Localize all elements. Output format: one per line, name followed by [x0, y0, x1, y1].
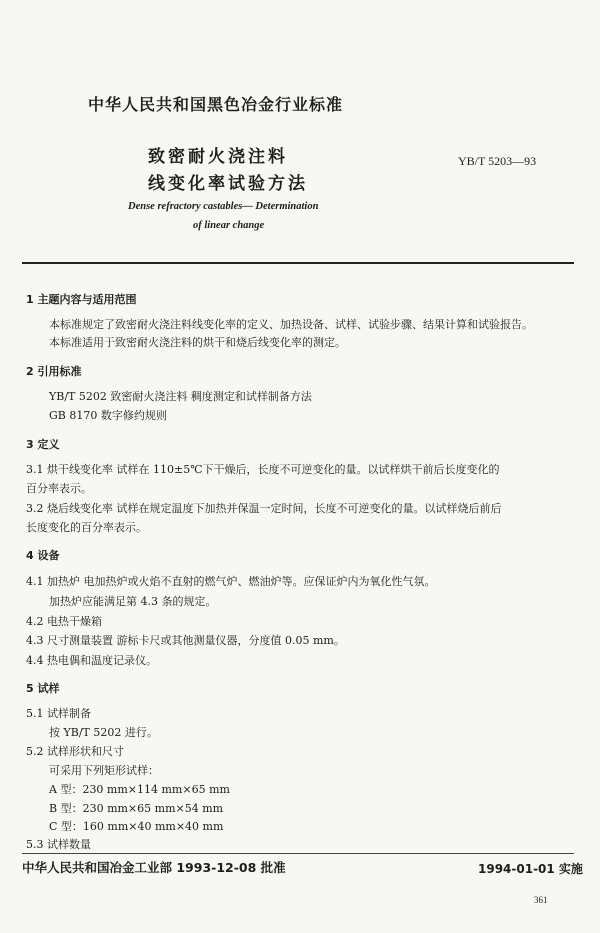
- page-number: 361: [534, 895, 548, 905]
- section-1-para-1: 本标准规定了致密耐火浇注料线变化率的定义、加热设备、试样、试验步骤、结果计算和试验报告。: [49, 318, 533, 331]
- effective-date: 1994-01-01 实施: [478, 862, 583, 876]
- definition-3-1-line2: 百分率表示。: [26, 482, 92, 495]
- doc-title-line2: 线变化率试验方法: [148, 174, 308, 194]
- equipment-4-4: 4.4 热电偶和温度记录仪。: [26, 654, 157, 667]
- equipment-4-3: 4.3 尺寸测量装置 游标卡尺或其他测量仪器，分度值 0.05 mm。: [26, 634, 345, 647]
- doc-title-line1: 致密耐火浇注料: [148, 147, 288, 167]
- issuing-organization: 中华人民共和国黑色冶金行业标准: [88, 95, 344, 114]
- specimen-type-b: B 型：230 mm×65 mm×54 mm: [49, 802, 224, 815]
- english-title-line2: of linear change: [193, 220, 265, 231]
- specimen-type-a: A 型：230 mm×114 mm×65 mm: [49, 783, 230, 796]
- equipment-4-1-line2: 加热炉应能满足第 4.3 条的规定。: [49, 595, 217, 608]
- footer-divider: [22, 853, 574, 854]
- section-1-para-2: 本标准适用于致密耐火浇注料的烘干和烧后线变化率的测定。: [49, 336, 346, 349]
- equipment-4-1-line1: 4.1 加热炉 电加热炉或火焰不直射的燃气炉、燃油炉等。应保证炉内为氧化性气氛。: [26, 575, 436, 588]
- specimen-5-3: 5.3 试样数量: [26, 838, 91, 851]
- reference-1: YB/T 5202 致密耐火浇注料 稠度测定和试样制备方法: [49, 390, 312, 403]
- section-4-heading: 4 设备: [26, 549, 60, 562]
- section-5-heading: 5 试样: [26, 682, 60, 695]
- specimen-5-2-body: 可采用下列矩形试样：: [49, 764, 159, 777]
- section-3-heading: 3 定义: [26, 438, 60, 451]
- definition-3-1-line1: 3.1 烘干线变化率 试样在 110±5℃下干燥后，长度不可逆变化的量。以试样烘干前后长度变化的: [26, 463, 500, 476]
- specimen-5-2: 5.2 试样形状和尺寸: [26, 745, 124, 758]
- header-divider: [22, 262, 574, 264]
- definition-3-2-line1: 3.2 烧后线变化率 试样在规定温度下加热并保温一定时间，长度不可逆变化的量。以试样烧后前后: [26, 502, 502, 515]
- equipment-4-2: 4.2 电热干燥箱: [26, 615, 102, 628]
- specimen-type-c: C 型：160 mm×40 mm×40 mm: [49, 820, 224, 833]
- approval-line: 中华人民共和国冶金工业部 1993-12-08 批准: [22, 860, 286, 875]
- specimen-5-1-body: 按 YB/T 5202 进行。: [49, 726, 158, 739]
- english-title-line1: Dense refractory castables— Determination: [128, 201, 319, 212]
- section-2-heading: 2 引用标准: [26, 365, 82, 378]
- reference-2: GB 8170 数字修约规则: [49, 409, 167, 422]
- standard-number: YB/T 5203—93: [458, 154, 537, 168]
- section-1-heading: 1 主题内容与适用范围: [26, 293, 137, 306]
- definition-3-2-line2: 长度变化的百分率表示。: [26, 521, 147, 534]
- specimen-5-1: 5.1 试样制备: [26, 707, 91, 720]
